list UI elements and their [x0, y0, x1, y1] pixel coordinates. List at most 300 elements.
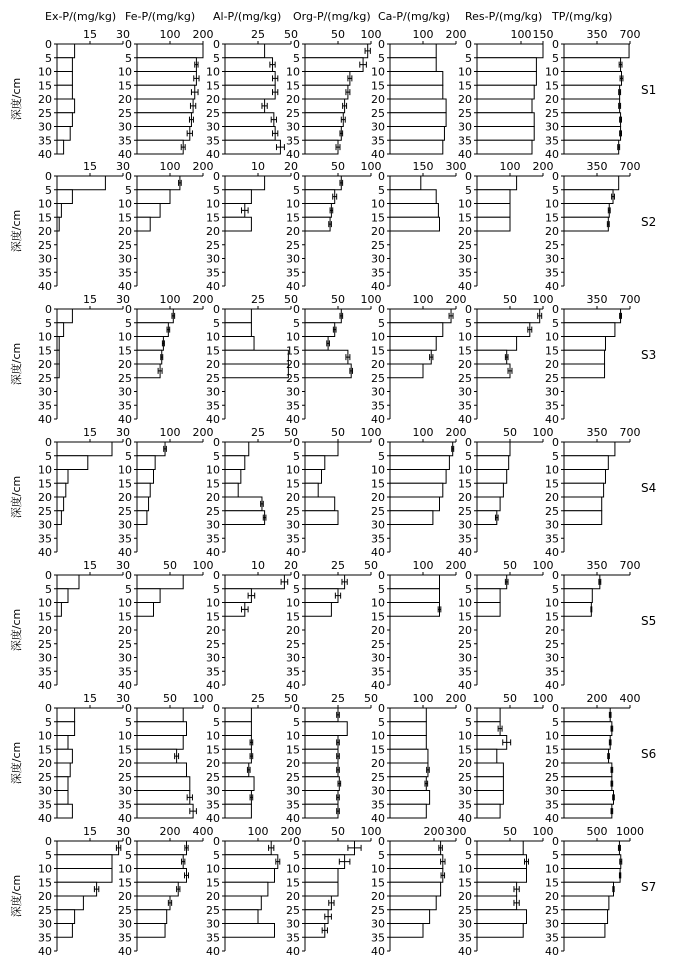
depth-tick-label: 25 [545, 504, 559, 518]
depth-tick-label: 20 [545, 225, 559, 238]
bar-al-10cm [225, 869, 275, 883]
depth-tick-label: 35 [118, 134, 132, 148]
depth-tick-label: 5 [213, 183, 220, 197]
value-tick-label: 100 [510, 28, 532, 41]
depth-tick-label: 15 [38, 344, 52, 358]
depth-tick-label: 0 [378, 569, 385, 582]
bar-al-20cm [225, 364, 288, 378]
depth-tick-label: 0 [378, 436, 385, 449]
depth-tick-label: 0 [45, 38, 52, 51]
depth-tick-label: 35 [118, 931, 132, 945]
depth-tick-label: 35 [371, 931, 385, 945]
depth-tick-label: 35 [371, 798, 385, 812]
depth-tick-label: 40 [38, 945, 52, 958]
subplot-s6-ex [38, 692, 130, 825]
panel-s4 [9, 426, 656, 559]
value-tick-label: 50 [331, 160, 345, 173]
bar-tp-15cm [564, 882, 614, 896]
bar-ex-20cm [57, 364, 59, 378]
depth-tick-label: 15 [458, 79, 472, 93]
subplot-s3-tp [545, 293, 641, 426]
subplot-s2-res [458, 160, 554, 293]
column-title-tp: TP/(mg/kg) [552, 10, 613, 23]
depth-tick-label: 40 [118, 280, 132, 293]
depth-tick-label: 30 [545, 917, 559, 931]
bar-fe-15cm [137, 85, 195, 99]
depth-tick-label: 0 [378, 38, 385, 51]
bar-ex-10cm [57, 869, 112, 883]
depth-tick-label: 15 [118, 743, 132, 757]
depth-tick-label: 0 [125, 170, 132, 183]
value-tick-label: 100 [532, 559, 554, 572]
depth-tick-label: 15 [38, 876, 52, 890]
bar-ex-5cm [57, 456, 88, 470]
bar-fe-5cm [137, 58, 196, 72]
bar-res-30cm [477, 791, 503, 805]
bar-tp-30cm [564, 127, 621, 141]
depth-tick-label: 0 [293, 702, 300, 715]
bar-res-5cm [477, 190, 510, 204]
value-tick-label: 15 [83, 825, 97, 838]
bar-ca-30cm [390, 791, 430, 805]
depth-tick-label: 30 [458, 651, 472, 665]
bar-ex-25cm [57, 777, 68, 791]
bar-res-30cm [477, 127, 534, 141]
depth-tick-label: 20 [118, 757, 132, 770]
depth-tick-label: 10 [286, 729, 300, 743]
value-tick-label: 30 [116, 28, 130, 41]
depth-tick-label: 35 [286, 931, 300, 945]
depth-tick-label: 10 [545, 596, 559, 610]
depth-tick-label: 10 [458, 729, 472, 743]
bar-fe-10cm [137, 72, 196, 86]
value-tick-label: 700 [619, 293, 641, 306]
value-tick-label: 150 [532, 28, 554, 41]
depth-axis-label: 深度/cm [10, 209, 23, 253]
bar-res-5cm [477, 722, 500, 736]
depth-tick-label: 30 [38, 784, 52, 798]
subplot-s3-ex [38, 293, 130, 426]
depth-tick-label: 15 [458, 743, 472, 757]
depth-tick-label: 10 [545, 197, 559, 211]
bar-fe-5cm [137, 323, 168, 337]
value-tick-label: 50 [503, 426, 517, 439]
value-tick-label: 50 [284, 426, 298, 439]
depth-tick-label: 0 [213, 303, 220, 316]
bar-ca-10cm [390, 72, 443, 86]
depth-tick-label: 20 [206, 757, 220, 770]
depth-tick-label: 40 [206, 148, 220, 161]
depth-tick-label: 5 [125, 449, 132, 463]
depth-tick-label: 35 [118, 399, 132, 413]
value-tick-label: 300 [445, 825, 467, 838]
bar-org-10cm [305, 72, 350, 86]
depth-tick-label: 15 [286, 79, 300, 93]
bar-tp-25cm [564, 113, 621, 127]
subplot-s2-tp [545, 160, 641, 293]
bar-org-5cm [305, 456, 325, 470]
depth-tick-label: 15 [206, 79, 220, 93]
value-tick-label: 30 [116, 692, 130, 705]
depth-tick-label: 15 [118, 876, 132, 890]
depth-tick-label: 35 [206, 665, 220, 679]
depth-tick-label: 35 [371, 266, 385, 280]
site-label-s7: S7 [641, 880, 657, 894]
depth-tick-label: 25 [118, 770, 132, 784]
bar-ca-5cm [390, 190, 436, 204]
depth-tick-label: 35 [206, 532, 220, 546]
bar-fe-0cm [137, 841, 187, 855]
value-tick-label: 50 [163, 692, 177, 705]
bar-res-10cm [477, 72, 536, 86]
depth-tick-label: 10 [118, 729, 132, 743]
bar-ca-10cm [390, 603, 440, 617]
bar-fe-5cm [137, 722, 187, 736]
depth-tick-label: 40 [206, 945, 220, 958]
depth-tick-label: 30 [371, 784, 385, 798]
bar-ca-15cm [390, 85, 443, 99]
bar-fe-20cm [137, 896, 170, 910]
panel-s1 [9, 28, 656, 161]
bar-res-15cm [477, 217, 510, 231]
bar-ex-35cm [57, 140, 64, 154]
depth-tick-label: 15 [206, 344, 220, 358]
value-tick-label: 700 [619, 559, 641, 572]
depth-tick-label: 25 [458, 106, 472, 120]
bar-al-15cm [225, 217, 251, 231]
depth-tick-label: 10 [545, 862, 559, 876]
bar-tp-20cm [564, 896, 609, 910]
value-tick-label: 100 [360, 160, 382, 173]
depth-tick-label: 10 [38, 463, 52, 477]
depth-tick-label: 25 [286, 371, 300, 385]
bar-ca-5cm [390, 58, 436, 72]
depth-tick-label: 40 [206, 546, 220, 559]
depth-tick-label: 5 [125, 316, 132, 330]
depth-tick-label: 15 [371, 79, 385, 93]
bar-ex-25cm [57, 511, 61, 525]
depth-tick-label: 20 [371, 491, 385, 504]
value-tick-label: 50 [284, 28, 298, 41]
depth-tick-label: 10 [545, 729, 559, 743]
depth-tick-label: 25 [206, 371, 220, 385]
depth-tick-label: 40 [286, 679, 300, 692]
depth-tick-label: 40 [38, 546, 52, 559]
bar-al-25cm [225, 113, 274, 127]
bar-res-10cm [477, 869, 527, 883]
depth-tick-label: 5 [552, 316, 559, 330]
subplot-s4-ca [371, 426, 467, 559]
panel-s6 [9, 692, 656, 825]
subplot-s4-ex [38, 426, 130, 559]
depth-tick-label: 30 [286, 917, 300, 931]
subplot-s1-org [286, 28, 382, 161]
bar-ex-30cm [57, 924, 72, 938]
depth-tick-label: 25 [545, 238, 559, 252]
bar-tp-10cm [564, 204, 609, 218]
depth-tick-label: 0 [45, 835, 52, 848]
bar-ca-10cm [390, 736, 426, 750]
bar-fe-0cm [137, 575, 183, 589]
depth-tick-label: 0 [213, 835, 220, 848]
depth-tick-label: 25 [38, 238, 52, 252]
bar-ex-30cm [57, 791, 68, 805]
bar-ca-0cm [390, 309, 451, 323]
depth-tick-label: 40 [118, 679, 132, 692]
depth-tick-label: 20 [371, 358, 385, 371]
subplot-s7-tp [545, 825, 644, 958]
depth-tick-label: 40 [371, 679, 385, 692]
bar-ca-5cm [390, 323, 443, 337]
bar-org-20cm [305, 896, 331, 910]
depth-tick-label: 25 [38, 637, 52, 651]
subplot-s3-fe [118, 293, 214, 426]
bar-fe-30cm [137, 127, 190, 141]
depth-tick-label: 40 [118, 413, 132, 426]
depth-tick-label: 35 [206, 134, 220, 148]
bar-ca-15cm [390, 350, 431, 364]
depth-tick-label: 25 [286, 504, 300, 518]
bar-fe-30cm [137, 924, 165, 938]
depth-tick-label: 35 [38, 798, 52, 812]
depth-tick-label: 30 [118, 651, 132, 665]
site-label-s2: S2 [641, 215, 657, 229]
bar-fe-10cm [137, 337, 163, 351]
value-tick-label: 100 [159, 160, 181, 173]
bar-org-5cm [305, 722, 347, 736]
depth-tick-label: 30 [458, 252, 472, 266]
bar-tp-0cm [564, 176, 619, 190]
subplot-s1-res [458, 28, 554, 161]
depth-tick-label: 0 [465, 569, 472, 582]
bar-tp-0cm [564, 44, 629, 58]
value-tick-label: 50 [364, 559, 378, 572]
bar-al-5cm [225, 323, 251, 337]
depth-tick-label: 0 [45, 303, 52, 316]
depth-tick-label: 20 [286, 757, 300, 770]
bar-org-35cm [305, 140, 338, 154]
depth-tick-label: 15 [118, 477, 132, 491]
bar-org-15cm [305, 85, 348, 99]
bar-ex-20cm [57, 763, 70, 777]
value-tick-label: 50 [503, 293, 517, 306]
bar-tp-15cm [564, 85, 620, 99]
value-tick-label: 50 [284, 692, 298, 705]
bar-org-20cm [305, 763, 338, 777]
depth-tick-label: 5 [125, 848, 132, 862]
bar-ca-30cm [390, 127, 444, 141]
subplot-s7-org [286, 825, 382, 958]
depth-tick-label: 40 [286, 413, 300, 426]
depth-tick-label: 30 [38, 385, 52, 399]
depth-tick-label: 40 [118, 546, 132, 559]
depth-tick-label: 35 [206, 798, 220, 812]
depth-tick-label: 35 [458, 266, 472, 280]
depth-tick-label: 40 [286, 546, 300, 559]
depth-tick-label: 15 [286, 876, 300, 890]
value-tick-label: 25 [251, 426, 265, 439]
bar-res-20cm [477, 99, 532, 113]
bar-al-0cm [225, 44, 265, 58]
depth-tick-label: 10 [38, 65, 52, 79]
depth-tick-label: 35 [458, 931, 472, 945]
depth-tick-label: 20 [371, 757, 385, 770]
depth-tick-label: 40 [38, 413, 52, 426]
bar-res-15cm [477, 483, 503, 497]
depth-axis-label: 深度/cm [10, 342, 23, 386]
depth-tick-label: 35 [458, 134, 472, 148]
depth-tick-label: 25 [458, 238, 472, 252]
depth-tick-label: 30 [286, 252, 300, 266]
depth-tick-label: 0 [378, 170, 385, 183]
subplot-s6-al [206, 692, 298, 825]
depth-tick-label: 5 [45, 51, 52, 65]
subplot-s2-al [206, 160, 298, 293]
depth-tick-label: 40 [545, 280, 559, 293]
depth-tick-label: 30 [38, 917, 52, 931]
depth-tick-label: 0 [45, 702, 52, 715]
depth-tick-label: 20 [206, 491, 220, 504]
bar-ex-15cm [57, 882, 97, 896]
subplot-s7-res [458, 825, 554, 958]
depth-tick-label: 0 [293, 303, 300, 316]
depth-tick-label: 10 [458, 862, 472, 876]
depth-tick-label: 10 [545, 330, 559, 344]
bar-fe-5cm [137, 855, 183, 869]
depth-tick-label: 5 [213, 715, 220, 729]
depth-tick-label: 20 [545, 890, 559, 903]
bar-org-0cm [305, 841, 355, 855]
depth-tick-label: 5 [293, 51, 300, 65]
value-tick-label: 100 [412, 28, 434, 41]
depth-tick-label: 30 [286, 120, 300, 134]
bar-tp-10cm [564, 337, 605, 351]
bar-res-0cm [477, 442, 510, 456]
bar-org-10cm [305, 869, 338, 883]
column-title-ca: Ca-P/(mg/kg) [378, 10, 451, 23]
depth-tick-label: 30 [371, 252, 385, 266]
bar-ca-25cm [390, 910, 430, 924]
depth-tick-label: 40 [38, 812, 52, 825]
depth-tick-label: 35 [458, 532, 472, 546]
bar-res-10cm [477, 603, 500, 617]
bar-ex-15cm [57, 749, 72, 763]
value-tick-label: 10 [251, 160, 265, 173]
bar-al-0cm [225, 708, 251, 722]
depth-tick-label: 25 [38, 371, 52, 385]
bar-fe-0cm [137, 442, 165, 456]
subplot-s3-org [286, 293, 382, 426]
depth-tick-label: 40 [286, 945, 300, 958]
bar-al-0cm [225, 309, 251, 323]
bar-res-0cm [477, 309, 540, 323]
bar-ex-10cm [57, 470, 68, 484]
bar-res-15cm [477, 749, 497, 763]
depth-tick-label: 35 [118, 665, 132, 679]
bar-al-20cm [225, 497, 262, 511]
bar-al-10cm [225, 736, 251, 750]
value-tick-label: 200 [159, 825, 181, 838]
depth-tick-label: 25 [545, 770, 559, 784]
value-tick-label: 15 [83, 293, 97, 306]
value-tick-label: 100 [499, 160, 521, 173]
value-tick-label: 50 [331, 28, 345, 41]
value-tick-label: 400 [619, 692, 641, 705]
depth-tick-label: 25 [38, 903, 52, 917]
value-tick-label: 100 [412, 559, 434, 572]
value-tick-label: 200 [280, 825, 302, 838]
depth-tick-label: 5 [213, 582, 220, 596]
depth-tick-label: 40 [371, 546, 385, 559]
value-tick-label: 700 [619, 28, 641, 41]
bar-ca-0cm [390, 841, 441, 855]
depth-tick-label: 0 [552, 170, 559, 183]
depth-tick-label: 10 [371, 197, 385, 211]
subplot-s6-res [458, 692, 554, 825]
depth-tick-label: 25 [371, 903, 385, 917]
value-tick-label: 50 [331, 293, 345, 306]
bar-ex-0cm [57, 309, 72, 323]
depth-tick-label: 40 [458, 679, 472, 692]
depth-tick-label: 15 [286, 344, 300, 358]
depth-tick-label: 30 [118, 252, 132, 266]
depth-tick-label: 20 [206, 225, 220, 238]
subplot-s1-tp [545, 28, 641, 161]
bar-fe-20cm [137, 99, 193, 113]
bar-res-5cm [477, 855, 527, 869]
value-tick-label: 50 [331, 426, 345, 439]
bar-tp-25cm [564, 511, 602, 525]
bar-al-5cm [225, 855, 278, 869]
bar-org-10cm [305, 603, 331, 617]
bar-res-35cm [477, 140, 532, 154]
depth-tick-label: 40 [371, 812, 385, 825]
depth-tick-label: 10 [545, 463, 559, 477]
depth-tick-label: 15 [206, 743, 220, 757]
depth-tick-label: 20 [118, 624, 132, 637]
depth-tick-label: 35 [118, 798, 132, 812]
bar-res-20cm [477, 364, 510, 378]
bar-fe-10cm [137, 204, 160, 218]
subplot-s7-fe [118, 825, 214, 958]
depth-tick-label: 10 [206, 729, 220, 743]
value-tick-label: 25 [251, 293, 265, 306]
bar-fe-15cm [137, 882, 178, 896]
depth-tick-label: 35 [118, 266, 132, 280]
depth-tick-label: 5 [45, 582, 52, 596]
depth-tick-label: 35 [38, 532, 52, 546]
depth-tick-label: 5 [293, 715, 300, 729]
depth-tick-label: 30 [458, 385, 472, 399]
value-tick-label: 200 [192, 28, 214, 41]
bar-al-30cm [225, 127, 275, 141]
value-tick-label: 100 [532, 692, 554, 705]
value-tick-label: 350 [586, 426, 608, 439]
bar-ex-5cm [57, 589, 68, 603]
bar-ex-0cm [57, 44, 75, 58]
value-tick-label: 100 [159, 28, 181, 41]
depth-tick-label: 35 [38, 931, 52, 945]
bar-fe-10cm [137, 869, 187, 883]
bar-ex-20cm [57, 99, 75, 113]
value-tick-label: 50 [503, 559, 517, 572]
bar-ca-5cm [390, 456, 449, 470]
column-title-res: Res-P/(mg/kg) [465, 10, 543, 23]
depth-tick-label: 40 [458, 280, 472, 293]
bar-al-25cm [225, 511, 265, 525]
bar-ca-25cm [390, 113, 446, 127]
depth-tick-label: 15 [286, 477, 300, 491]
